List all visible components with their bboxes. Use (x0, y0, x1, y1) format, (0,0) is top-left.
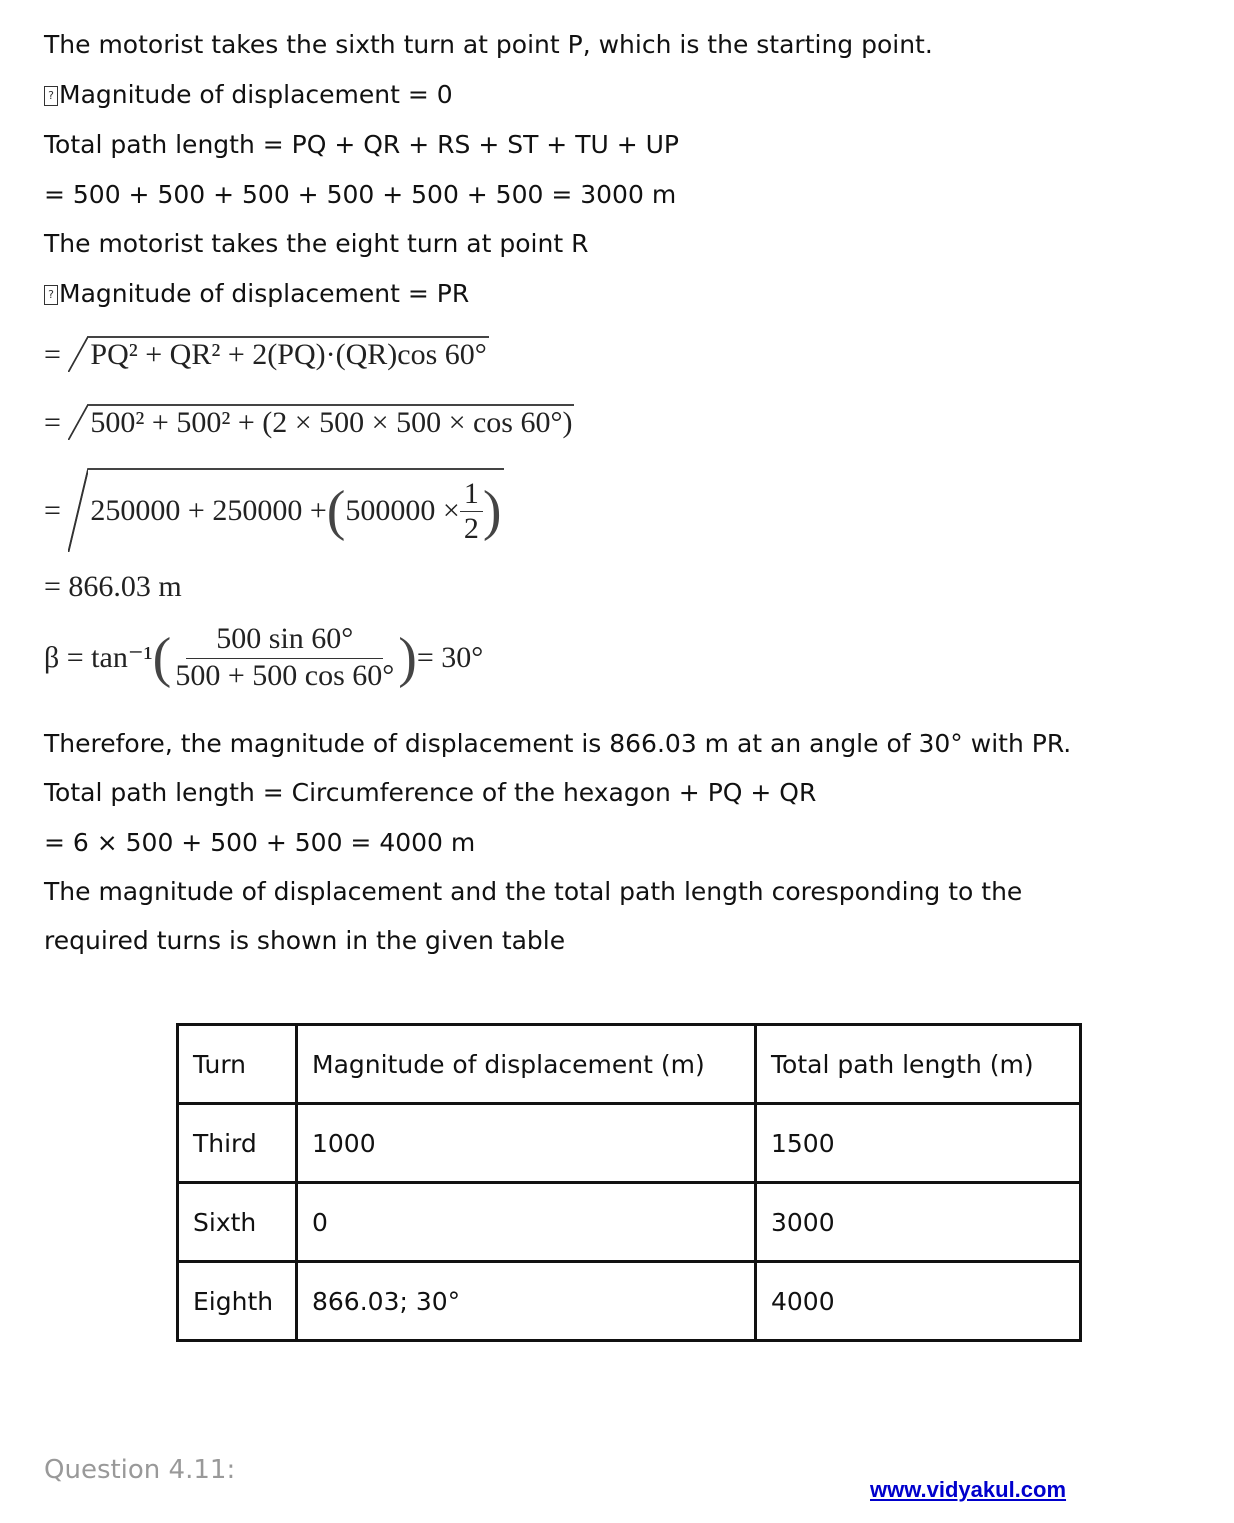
table-cell: 1500 (756, 1104, 1081, 1183)
denominator: 2 (463, 511, 479, 545)
sqrt-icon (68, 404, 574, 440)
text-line (44, 80, 453, 109)
table-cell: Third (178, 1104, 297, 1183)
equation-1 (44, 336, 489, 372)
table-cell: 0 (297, 1183, 756, 1262)
text-line: = 6 × 500 + 500 + 500 = 4000 m (44, 828, 476, 857)
table-row (178, 1104, 1081, 1183)
beta-rhs: = 30° (416, 640, 484, 674)
text-line: required turns is shown in the given table (44, 926, 566, 955)
header-cell: Turn (178, 1025, 297, 1104)
question-heading: Question 4.11: (44, 1455, 236, 1485)
table-row (178, 1183, 1081, 1262)
text-line: Total path length = Circumference of the hexagon + PQ + QR (44, 778, 817, 807)
term: 250000 + 250000 + (90, 494, 327, 527)
table-cell: 4000 (756, 1262, 1081, 1341)
radicand: 500² + 500² + (2 × 500 × 500 × cos 60°) (90, 406, 573, 439)
equals-sign: = (44, 338, 61, 371)
table-cell: 3000 (756, 1183, 1081, 1262)
results-table (176, 1023, 1082, 1342)
text-line: The magnitude of displacement and the total path length coresponding to the (44, 877, 1023, 906)
equation-2 (44, 404, 574, 440)
equation-3 (44, 468, 504, 552)
radicand (88, 468, 503, 552)
numerator: 500 sin 60° (186, 622, 383, 659)
radicand: PQ² + QR² + 2(PQ)·(QR)cos 60° (90, 338, 487, 371)
text-line: Total path length = PQ + QR + RS + ST + TU + UP (44, 130, 679, 159)
table-cell: 1000 (297, 1104, 756, 1183)
website-link[interactable]: www.vidyakul.com (870, 1477, 1067, 1502)
fraction (175, 622, 394, 693)
text-content: Magnitude of displacement = 0 (59, 80, 453, 109)
text-line: = 500 + 500 + 500 + 500 + 500 + 500 = 3000 m (44, 180, 677, 209)
table-cell: 866.03; 30° (297, 1262, 756, 1341)
term: 500000 × (345, 494, 460, 527)
header-cell: Total path length (m) (756, 1025, 1081, 1104)
equation-4: = 866.03 m (44, 570, 182, 603)
table-cell: Eighth (178, 1262, 297, 1341)
fraction (460, 477, 483, 546)
paren-close: ) (398, 626, 417, 689)
text-line: Therefore, the magnitude of displacement is 866.03 m at an angle of 30° with PR. (44, 729, 1072, 758)
sqrt-icon (68, 336, 488, 372)
sqrt-icon (68, 468, 503, 552)
numerator: 1 (460, 477, 483, 512)
text-line: The motorist takes the eight turn at point R (44, 229, 589, 258)
equals-sign: = (44, 406, 61, 439)
paren-close: ) (482, 480, 502, 542)
text-line: The motorist takes the sixth turn at point P, which is the starting point. (44, 30, 933, 59)
text-content: Magnitude of displacement = PR (59, 279, 470, 308)
table-header-row (178, 1025, 1081, 1104)
table-cell: Sixth (178, 1183, 297, 1262)
denominator: 500 + 500 cos 60° (175, 659, 395, 692)
equals-sign: = (44, 494, 61, 527)
paren-open: ( (152, 626, 172, 689)
text-line (44, 279, 469, 308)
header-cell: Magnitude of displacement (m) (297, 1025, 756, 1104)
therefore-icon: ? (44, 285, 58, 305)
paren-open: ( (326, 480, 346, 542)
therefore-icon: ? (44, 86, 58, 106)
equation-beta (44, 622, 483, 693)
beta-lhs: β = tan⁻¹ (44, 641, 153, 674)
table-row (178, 1262, 1081, 1341)
